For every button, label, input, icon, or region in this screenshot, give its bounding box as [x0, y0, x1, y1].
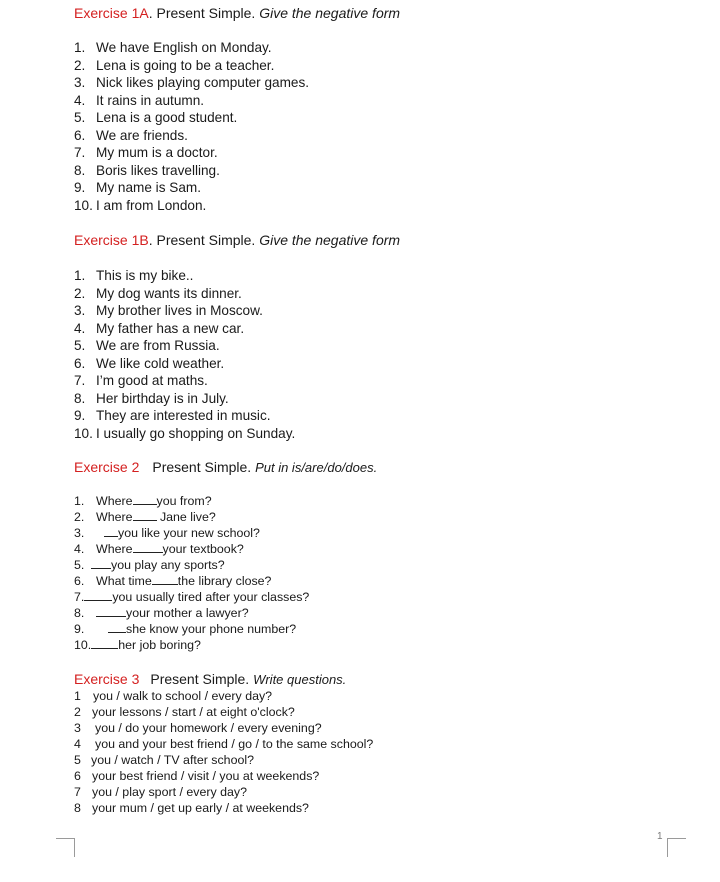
- answer-blank: [96, 605, 126, 617]
- exercise-1b-label: Exercise 1B: [74, 232, 149, 248]
- exercise-1b-instruction: Give the negative form: [259, 232, 401, 248]
- list-item: 6. We are friends.: [74, 127, 188, 143]
- list-item: 5. Lena is a good student.: [74, 110, 238, 125]
- exercise-2-label: Exercise 2: [74, 459, 140, 475]
- list-item: 6. What time the library close?: [74, 574, 272, 588]
- list-item: 2. Where Jane live?: [74, 510, 216, 524]
- exercise-2-list: [74, 493, 309, 653]
- exercise-3-label: Exercise 3: [74, 671, 140, 687]
- exercise-1a-topic: . Present Simple.: [148, 5, 260, 21]
- list-item: 10. her job boring?: [74, 638, 201, 652]
- exercise-1b-heading: [74, 231, 400, 249]
- list-item: 2. My dog wants its dinner.: [74, 285, 242, 301]
- list-item: 7. you usually tired after your classes?: [74, 590, 310, 604]
- list-item: 3. you like your new school?: [74, 526, 260, 540]
- list-item: 3 you / do your homework / every evening?: [74, 721, 322, 735]
- exercise-1a-instruction: Give the negative form: [259, 5, 401, 21]
- list-item: 9. They are interested in music.: [74, 408, 271, 423]
- answer-blank: [104, 525, 118, 537]
- list-item: 5. We are from Russia.: [74, 338, 220, 353]
- list-item: 9. she know your phone number?: [74, 622, 297, 636]
- exercise-2-topic: Present Simple.: [152, 459, 256, 475]
- crop-mark-right: [667, 838, 686, 857]
- exercise-1b-topic: . Present Simple.: [148, 232, 260, 248]
- list-item: 10. I am from London.: [74, 197, 207, 213]
- list-item: 7. My mum is a doctor.: [74, 145, 218, 160]
- list-item: 7 you / play sport / every day?: [74, 785, 247, 799]
- answer-blank: [133, 493, 157, 505]
- list-item: 4 you and your best friend / go / to the same school?: [74, 737, 374, 751]
- list-item: 3. Nick likes playing computer games.: [74, 75, 310, 90]
- list-item: 6 your best friend / visit / you at weekends?: [74, 769, 320, 783]
- list-item: 9. My name is Sam.: [74, 180, 201, 195]
- crop-mark-left: [56, 838, 75, 857]
- exercise-3-list: [74, 688, 373, 816]
- answer-blank: [108, 621, 126, 633]
- answer-blank: [91, 557, 111, 569]
- answer-blank: [84, 589, 112, 601]
- list-item: 5 you / watch / TV after school?: [74, 753, 254, 767]
- list-item: 4. Where your textbook?: [74, 542, 244, 556]
- list-item: 3. My brother lives in Moscow.: [74, 303, 263, 318]
- list-item: 8. Boris likes travelling.: [74, 162, 220, 178]
- list-item: 1. This is my bike..: [74, 268, 194, 283]
- exercise-3-heading: [74, 670, 346, 689]
- list-item: 4. It rains in autumn.: [74, 92, 205, 108]
- list-item: 8 your mum / get up early / at weekends?: [74, 801, 309, 815]
- answer-blank: [152, 573, 178, 585]
- list-item: 8. your mother a lawyer?: [74, 606, 249, 620]
- exercise-1a-list: [74, 39, 309, 214]
- answer-blank: [133, 509, 157, 521]
- exercise-3-instruction: Write questions.: [253, 672, 347, 687]
- list-item: 1. Where you from?: [74, 494, 212, 508]
- list-item: 4. My father has a new car.: [74, 320, 245, 336]
- list-item: 2 your lessons / start / at eight o'clock?: [74, 705, 295, 719]
- exercise-2-instruction: Put in is/are/do/does.: [255, 460, 378, 475]
- answer-blank: [133, 541, 163, 553]
- list-item: 6. We like cold weather.: [74, 355, 225, 371]
- page-number: 1: [657, 831, 663, 842]
- exercise-1a-label: Exercise 1A: [74, 5, 149, 21]
- list-item: 1 you / walk to school / every day?: [74, 689, 273, 703]
- list-item: 8. Her birthday is in July.: [74, 390, 229, 406]
- list-item: 5. you play any sports?: [74, 558, 225, 572]
- list-item: 1. We have English on Monday.: [74, 40, 272, 55]
- list-item: 2. Lena is going to be a teacher.: [74, 57, 275, 73]
- list-item: 10. I usually go shopping on Sunday.: [74, 425, 296, 441]
- exercise-2-heading: [74, 458, 377, 477]
- exercise-3-topic: Present Simple.: [150, 671, 254, 687]
- exercise-1b-list: [74, 267, 295, 442]
- list-item: 7. I’m good at maths.: [74, 373, 208, 388]
- answer-blank: [91, 637, 118, 649]
- exercise-1a-heading: [74, 4, 400, 22]
